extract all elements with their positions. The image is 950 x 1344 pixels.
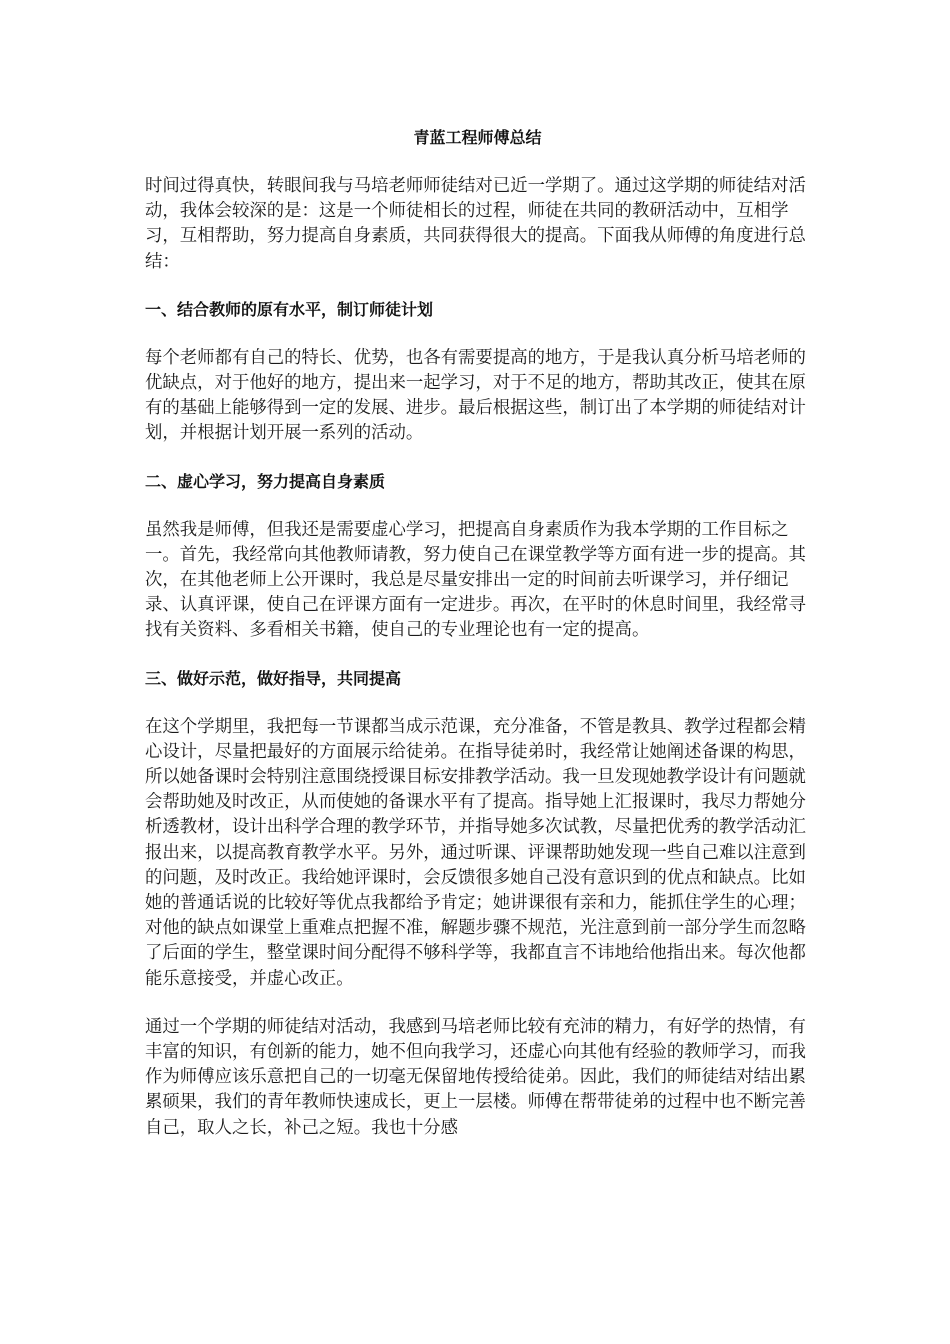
intro-paragraph: 时间过得真快，转眼间我与马培老师师徒结对已近一学期了。通过这学期的师徒结对活动，我体会较深的是：这是一个师徒相长的过程，师徒在共同的教研活动中，互相学习，互相帮助，努力提高自身素质，共同获得很大的提高。下面我从师傅的角度进行总结： <box>145 176 806 272</box>
section-heading-1: 一、结合教师的原有水平，制订师徒计划 <box>145 299 434 319</box>
document-title: 青蓝工程师傅总结 <box>413 128 542 147</box>
closing-paragraph: 通过一个学期的师徒结对活动，我感到马培老师比较有充沛的精力，有好学的热情，有丰富的知识，有创新的能力，她不但向我学习，还虚心向其他有经验的教师学习，而我作为师傅应该乐意把自己的一切毫无保留地传授给徒弟。因此，我们的师徒结对结出累累硕果，我们的青年教师快速成长，更上一层楼。师傅在帮带徒弟的过程中也不断完善自己，取人之长，补己之短。我也十分感 <box>145 1016 806 1138</box>
section-heading-2: 二、虚心学习，努力提高自身素质 <box>145 471 386 491</box>
section-body-2: 虽然我是师傅，但我还是需要虚心学习，把提高自身素质作为我本学期的工作目标之一。首先，我经常向其他教师请教，努力使自己在课堂教学等方面有进一步的提高。其次，在其他老师上公开课时，我总是尽量安排出一定的时间前去听课学习，并仔细记录、认真评课，使自己在评课方面有一定进步。再次，在平时的休息时间里，我经常寻找有关资料、多看相关书籍，使自己的专业理论也有一定的提高。 <box>145 519 806 641</box>
section-body-3: 在这个学期里，我把每一节课都当成示范课，充分准备，不管是教具、教学过程都会精心设计，尽量把最好的方面展示给徒弟。在指导徒弟时，我经常让她阐述备课的构思，所以她备课时会特别注意围绕授课目标安排教学活动。我一旦发现她教学设计有问题就会帮助她及时改正，从而使她的备课水平有了提高。指导她上汇报课时，我尽力帮她分析透教材，设计出科学合理的教学环节，并指导她多次试教，尽量把优秀的教学活动汇报出来，以提高教育教学水平。另外，通过听课、评课帮助她发现一些自己难以注意到的问题，及时改正。我给她评课时，会反馈很多她自己没有意识到的优点和缺点。比如她的普通话说的比较好等优点我都给予肯定；她讲课很有亲和力，能抓住学生的心理；对他的缺点如课堂上重难点把握不准，解题步骤不规范，光注意到前一部分学生而忽略了后面的学生，整堂课时间分配得不够科学等，我都直言不讳地给他指出来。每次他都能乐意接受，并虚心改正。 <box>145 716 806 989</box>
section-body-1: 每个老师都有自己的特长、优势，也各有需要提高的地方，于是我认真分析马培老师的优缺点，对于他好的地方，提出来一起学习，对于不足的地方，帮助其改正，使其在原有的基础上能够得到一定的发展、进步。最后根据这些，制订出了本学期的师徒结对计划，并根据计划开展一系列的活动。 <box>145 347 806 444</box>
document-body <box>145 128 810 1164</box>
section-heading-3: 三、做好示范，做好指导，共同提高 <box>145 668 402 688</box>
